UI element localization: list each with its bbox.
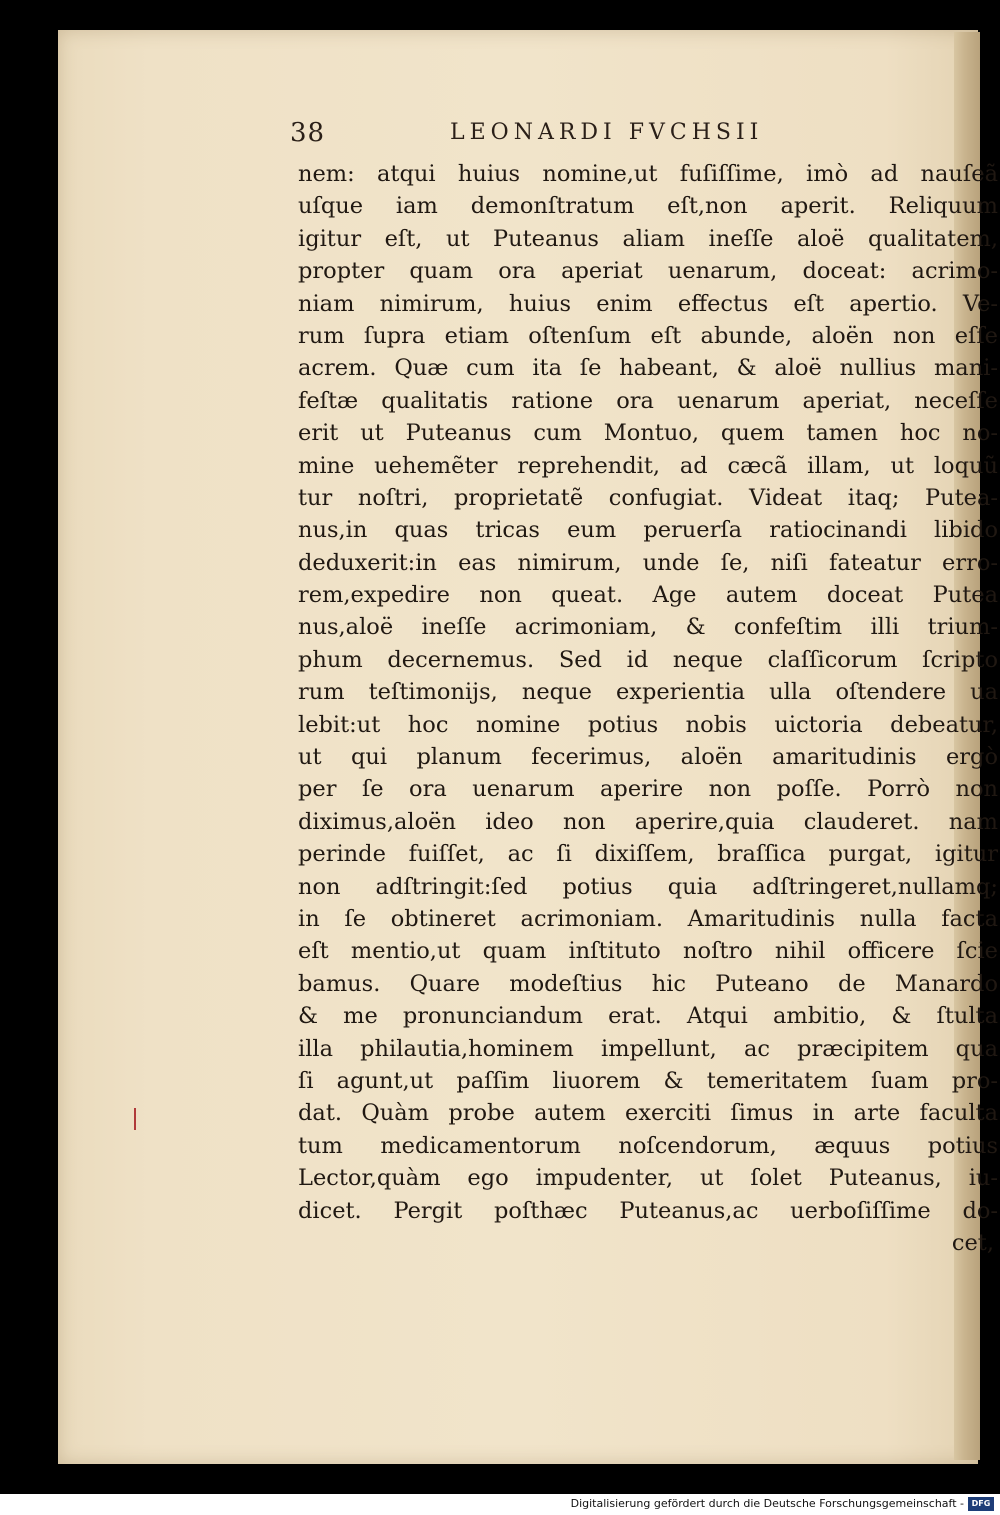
page-header [290,118,850,158]
footer-bar [0,1494,1000,1515]
text-line: phum decernemus. Sed id neque claſſicorum ſcripto [298,646,998,673]
text-line: mine uehemẽter reprehendit, ad cæcã illam, ut loquũ [298,452,998,479]
text-line: per ſe ora uenarum aperire non poſſe. Porrò non [298,776,998,803]
text-line: nem: atqui huius nomine,ut fuſiſſime, imò ad nauſeã [298,161,998,187]
text-line: diximus,aloën ideo non aperire,quia clauderet. nam [298,808,998,835]
text-line: niam nimirum, huius enim effectus eſt apertio. Ve- [298,290,998,317]
text-line: bamus. Quare modeſtius hic Puteano de Manardo [298,970,998,997]
text-line: lebit:ut hoc nomine potius nobis uictoria debeatur, [298,711,998,738]
text-line: tum medicamentorum noſcendorum, æquus potius [298,1132,998,1159]
text-line: ut qui planum fecerimus, aloën amaritudinis ergò [298,744,998,771]
page-number: 38 [290,118,326,148]
text-line: erit ut Puteanus cum Montuo, quem tamen hoc no- [298,420,998,447]
text-line: illa philautia,hominem impellunt, ac præcipitem qua [298,1035,998,1062]
text-line: igitur eſt, ut Puteanus aliam ineſſe aloë qualitatem, [298,225,998,252]
text-line: nus,aloë ineſſe acrimoniam, & confeſtim illi trium- [298,614,998,641]
text-line: & me pronunciandum erat. Atqui ambitio, & ſtulta [298,1003,998,1030]
text-line: non adſtringit:ſed potius quia adſtringeret,nullamq; [298,873,998,900]
text-line: uſque iam demonſtratum eſt,non aperit. Reliquum [298,193,998,220]
running-head: LEONARDI FVCHSII [450,120,764,145]
text-line: nus,in quas tricas eum peruerſa ratiocinandi libido [298,517,998,544]
catchword: cet, [951,1229,994,1256]
text-line: perinde fuiſſet, ac ſi dixiſſem, braſſica purgat, igitur [298,841,998,868]
text-line: Lector,quàm ego impudenter, ut ſolet Puteanus, iu- [298,1165,998,1192]
book-page [58,30,998,1464]
text-line: rum ſupra etiam oſtenſum eſt abunde, aloën non eſſe [298,322,998,349]
text-line: feſtæ qualitatis ratione ora uenarum aperiat, neceſſe [298,387,998,414]
text-line: dat. Quàm probe autem exerciti ſimus in arte faculta [298,1100,998,1127]
margin-mark [134,1108,136,1130]
text-line: acrem. Quæ cum ita ſe habeant, & aloë nullius mani- [298,355,998,382]
text-block [298,158,998,1259]
dfg-logo[interactable]: DFG [968,1497,994,1511]
text-line: eſt mentio,ut quam inſtituto noſtro nihil officere ſcie [298,938,998,965]
text-line: deduxerit:in eas nimirum, unde ſe, niſi fateatur erro- [298,549,998,576]
text-line: rum teſtimonijs, neque experientia ulla oſtendere ua [298,679,998,706]
text-line: dicet. Pergit poſthæc Puteanus,ac uerboſiſſime do- [298,1197,998,1224]
text-line: tur noſtri, proprietatẽ confugiat. Videat itaq; Putea- [298,484,998,511]
text-line: ſi agunt,ut paſſim liuorem & temeritatem ſuam pro- [298,1067,998,1094]
funding-credit: Digitalisierung gefördert durch die Deutsche Forschungsgemeinschaft - [570,1497,964,1510]
text-line: in ſe obtineret acrimoniam. Amaritudinis nulla facta [298,905,998,932]
text-line: rem,expedire non queat. Age autem doceat Putea [298,582,998,609]
text-line: propter quam ora aperiat uenarum, doceat: acrimo- [298,258,998,285]
